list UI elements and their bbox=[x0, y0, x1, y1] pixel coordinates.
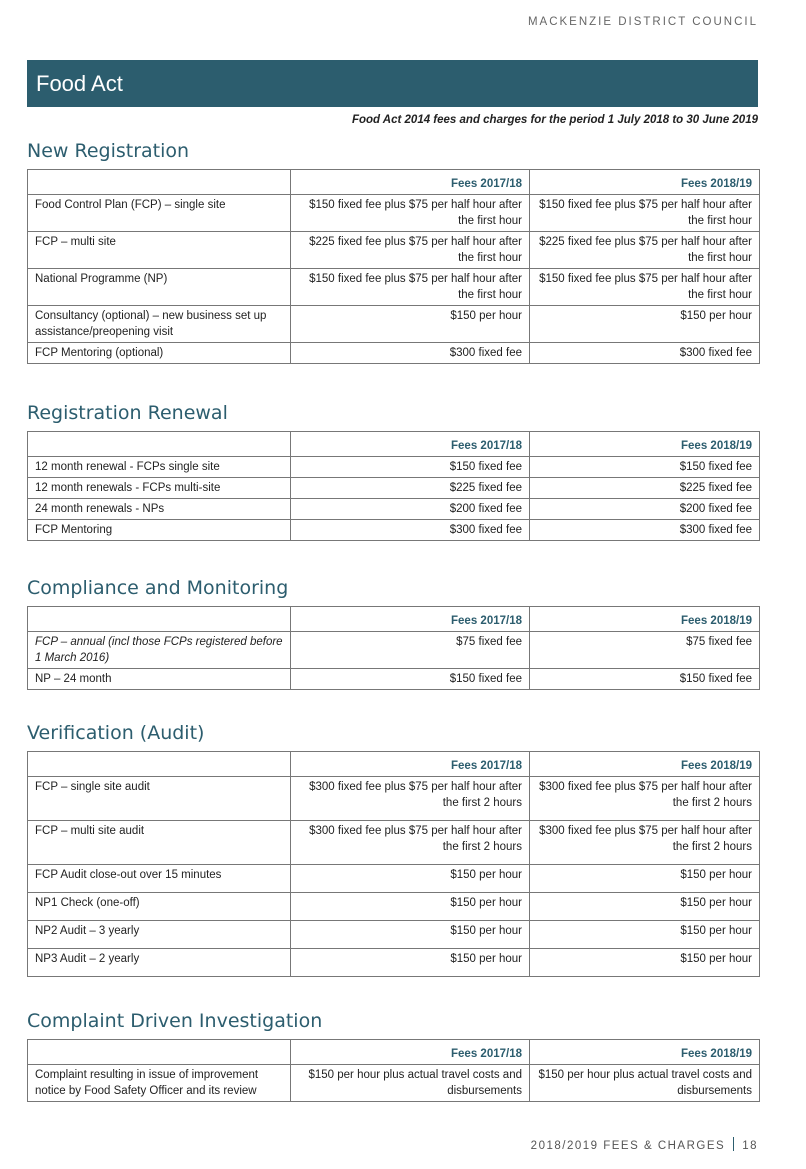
fee-2017: $150 fixed fee plus $75 per half hour after the first hour bbox=[291, 269, 530, 306]
fee-2017: $225 fixed fee bbox=[291, 478, 530, 499]
header-fees-2018: Fees 2018/19 bbox=[530, 607, 760, 632]
row-label: National Programme (NP) bbox=[28, 269, 291, 306]
row-label: 24 month renewals - NPs bbox=[28, 499, 291, 520]
fee-2018: $150 per hour bbox=[530, 921, 760, 949]
header-blank-cell bbox=[28, 607, 291, 632]
fee-2018: $150 per hour plus actual travel costs and disbursements bbox=[530, 1065, 760, 1102]
row-label: 12 month renewals - FCPs multi-site bbox=[28, 478, 291, 499]
fee-2017: $200 fixed fee bbox=[291, 499, 530, 520]
table-header-row bbox=[28, 752, 760, 777]
section-title-compliance-monitoring: Compliance and Monitoring bbox=[27, 577, 289, 599]
section-title-complaint-investigation: Complaint Driven Investigation bbox=[27, 1010, 323, 1032]
header-fees-2017: Fees 2017/18 bbox=[291, 752, 530, 777]
table-row bbox=[28, 478, 760, 499]
fee-2017: $150 per hour bbox=[291, 306, 530, 343]
fee-2017: $150 per hour bbox=[291, 921, 530, 949]
section-title-verification-audit: Verification (Audit) bbox=[27, 722, 205, 744]
fee-2017: $150 fixed fee bbox=[291, 457, 530, 478]
page-number: 18 bbox=[742, 1140, 758, 1152]
table-row bbox=[28, 457, 760, 478]
fees-period-subtitle: Food Act 2014 fees and charges for the period 1 July 2018 to 30 June 2019 bbox=[351, 114, 758, 126]
fee-2017: $300 fixed fee plus $75 per half hour after the first 2 hours bbox=[291, 821, 530, 865]
section-title-new-registration: New Registration bbox=[27, 140, 190, 162]
row-label: Food Control Plan (FCP) – single site bbox=[28, 195, 291, 232]
fee-2017: $150 fixed fee bbox=[291, 669, 530, 690]
row-label: 12 month renewal - FCPs single site bbox=[28, 457, 291, 478]
header-blank-cell bbox=[28, 170, 291, 195]
header-fees-2018: Fees 2018/19 bbox=[530, 1040, 760, 1065]
fee-2018: $200 fixed fee bbox=[530, 499, 760, 520]
section-title-registration-renewal: Registration Renewal bbox=[27, 402, 228, 424]
table-row bbox=[28, 632, 760, 669]
fee-2018: $300 fixed fee plus $75 per half hour after the first 2 hours bbox=[530, 821, 760, 865]
table-row bbox=[28, 821, 760, 865]
table-header-row bbox=[28, 607, 760, 632]
table-row bbox=[28, 777, 760, 821]
council-name: MACKENZIE DISTRICT COUNCIL bbox=[527, 16, 758, 28]
header-fees-2017: Fees 2017/18 bbox=[291, 607, 530, 632]
fee-2017: $150 fixed fee plus $75 per half hour after the first hour bbox=[291, 195, 530, 232]
fee-2017: $300 fixed fee plus $75 per half hour after the first 2 hours bbox=[291, 777, 530, 821]
compliance-monitoring-table bbox=[27, 606, 760, 690]
fee-2017: $225 fixed fee plus $75 per half hour after the first hour bbox=[291, 232, 530, 269]
row-label: FCP – multi site bbox=[28, 232, 291, 269]
row-label: FCP Mentoring (optional) bbox=[28, 343, 291, 364]
row-label: FCP – annual (incl those FCPs registered before 1 March 2016) bbox=[28, 632, 291, 669]
fee-2018: $150 per hour bbox=[530, 306, 760, 343]
fee-2018: $75 fixed fee bbox=[530, 632, 760, 669]
fee-2018: $225 fixed fee plus $75 per half hour after the first hour bbox=[530, 232, 760, 269]
header-fees-2018: Fees 2018/19 bbox=[530, 170, 760, 195]
table-row bbox=[28, 893, 760, 921]
row-label: FCP Mentoring bbox=[28, 520, 291, 541]
fee-2017: $150 per hour bbox=[291, 865, 530, 893]
header-blank-cell bbox=[28, 752, 291, 777]
row-label: NP3 Audit – 2 yearly bbox=[28, 949, 291, 977]
table-row bbox=[28, 949, 760, 977]
fee-2018: $150 fixed fee plus $75 per half hour after the first hour bbox=[530, 269, 760, 306]
fee-2018: $150 fixed fee plus $75 per half hour after the first hour bbox=[530, 195, 760, 232]
new-registration-table bbox=[27, 169, 760, 364]
fee-2018: $150 per hour bbox=[530, 949, 760, 977]
fee-2018: $300 fixed fee bbox=[530, 343, 760, 364]
verification-audit-table bbox=[27, 751, 760, 977]
table-row bbox=[28, 1065, 760, 1102]
table-row bbox=[28, 520, 760, 541]
header-blank-cell bbox=[28, 432, 291, 457]
table-row bbox=[28, 195, 760, 232]
header-blank-cell bbox=[28, 1040, 291, 1065]
footer-label: 2018/2019 FEES & CHARGES bbox=[530, 1140, 726, 1152]
fee-2018: $300 fixed fee plus $75 per half hour after the first 2 hours bbox=[530, 777, 760, 821]
table-row bbox=[28, 921, 760, 949]
row-label: FCP Audit close-out over 15 minutes bbox=[28, 865, 291, 893]
fee-2018: $225 fixed fee bbox=[530, 478, 760, 499]
fee-2017: $150 per hour plus actual travel costs and disbursements bbox=[291, 1065, 530, 1102]
fee-2018: $300 fixed fee bbox=[530, 520, 760, 541]
fee-2018: $150 fixed fee bbox=[530, 457, 760, 478]
header-fees-2018: Fees 2018/19 bbox=[530, 752, 760, 777]
registration-renewal-table bbox=[27, 431, 760, 541]
row-label: Complaint resulting in issue of improvement notice by Food Safety Officer and its review bbox=[28, 1065, 291, 1102]
header-fees-2017: Fees 2017/18 bbox=[291, 432, 530, 457]
row-label: Consultancy (optional) – new business set up assistance/preopening visit bbox=[28, 306, 291, 343]
header-fees-2017: Fees 2017/18 bbox=[291, 1040, 530, 1065]
fee-2017: $75 fixed fee bbox=[291, 632, 530, 669]
row-label: NP1 Check (one-off) bbox=[28, 893, 291, 921]
page-banner: Food Act bbox=[27, 60, 758, 107]
table-header-row bbox=[28, 170, 760, 195]
fee-2017: $150 per hour bbox=[291, 893, 530, 921]
fee-2018: $150 per hour bbox=[530, 893, 760, 921]
table-row bbox=[28, 306, 760, 343]
fee-2018: $150 fixed fee bbox=[530, 669, 760, 690]
table-row bbox=[28, 669, 760, 690]
fee-2017: $150 per hour bbox=[291, 949, 530, 977]
row-label: NP2 Audit – 3 yearly bbox=[28, 921, 291, 949]
row-label: NP – 24 month bbox=[28, 669, 291, 690]
table-row bbox=[28, 343, 760, 364]
footer-divider bbox=[733, 1137, 734, 1151]
table-row bbox=[28, 865, 760, 893]
fee-2017: $300 fixed fee bbox=[291, 520, 530, 541]
table-header-row bbox=[28, 432, 760, 457]
fee-2017: $300 fixed fee bbox=[291, 343, 530, 364]
row-label: FCP – single site audit bbox=[28, 777, 291, 821]
table-header-row bbox=[28, 1040, 760, 1065]
table-row bbox=[28, 269, 760, 306]
header-fees-2017: Fees 2017/18 bbox=[291, 170, 530, 195]
header-fees-2018: Fees 2018/19 bbox=[530, 432, 760, 457]
page-footer bbox=[531, 1137, 758, 1152]
complaint-investigation-table bbox=[27, 1039, 760, 1102]
row-label: FCP – multi site audit bbox=[28, 821, 291, 865]
table-row bbox=[28, 499, 760, 520]
table-row bbox=[28, 232, 760, 269]
fee-2018: $150 per hour bbox=[530, 865, 760, 893]
